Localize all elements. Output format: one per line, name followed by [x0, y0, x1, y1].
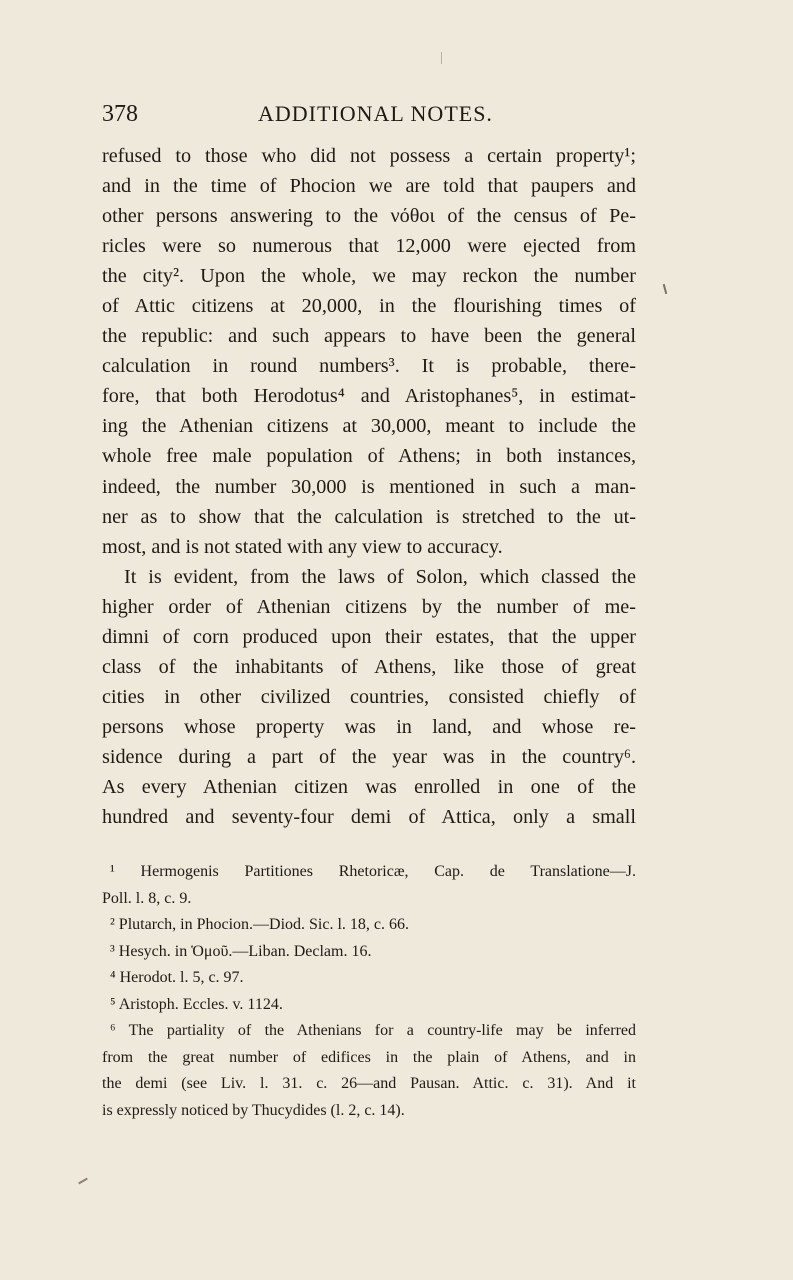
- text-line: ricles were so numerous that 12,000 were ejected from: [102, 235, 636, 258]
- text-line: the city². Upon the whole, we may reckon the number: [102, 265, 636, 288]
- text-line: whole free male population of Athens; in both instances,: [102, 445, 636, 468]
- text-line: calculation in round numbers³. It is probable, there-: [102, 355, 636, 378]
- text-line: It is evident, from the laws of Solon, which classed the: [124, 565, 636, 588]
- footnote-line: ³ Hesych. in Ὁμοῦ.—Liban. Declam. 16.: [110, 942, 372, 960]
- running-head: ADDITIONAL NOTES.: [258, 101, 493, 126]
- margin-mark: [663, 284, 668, 294]
- footnotes: [102, 859, 636, 1124]
- main-text: [102, 141, 636, 832]
- paper-mark: [78, 1178, 88, 1185]
- text-line: of Attic citizens at 20,000, in the flourishing times of: [102, 295, 636, 318]
- footnote-line: ⁵ Aristoph. Eccles. v. 1124.: [110, 995, 283, 1013]
- page-number: 378: [102, 101, 138, 127]
- text-line: persons whose property was in land, and whose re-: [102, 715, 636, 738]
- text-line: refused to those who did not possess a certain property¹;: [102, 145, 636, 167]
- text-line: sidence during a part of the year was in the country⁶.: [102, 745, 636, 768]
- text-line: dimni of corn produced upon their estates, that the upper: [102, 625, 636, 648]
- text-line: most, and is not stated with any view to accuracy.: [102, 535, 503, 558]
- footnote-line: from the great number of edifices in the plain of Athens, and in: [102, 1048, 636, 1066]
- footnote-line: ⁶ The partiality of the Athenians for a country-life may be inferred: [110, 1022, 636, 1039]
- footnote-line: ¹ Hermogenis Partitiones Rhetoricæ, Cap. de Translatione—J.: [110, 863, 636, 880]
- text-line: fore, that both Herodotus⁴ and Aristophanes⁵, in estimat-: [102, 385, 636, 408]
- footnote-line: the demi (see Liv. l. 31. c. 26—and Pausan. Attic. c. 31). And it: [102, 1075, 636, 1092]
- footnote-line: Poll. l. 8, c. 9.: [102, 889, 192, 907]
- text-line: and in the time of Phocion we are told that paupers and: [102, 175, 636, 198]
- text-line: cities in other civilized countries, consisted chiefly of: [102, 685, 636, 708]
- text-line: other persons answering to the νόθοι of the census of Pe-: [102, 205, 636, 228]
- text-line: indeed, the number 30,000 is mentioned in such a man-: [102, 475, 636, 498]
- footnote-line: ⁴ Herodot. l. 5, c. 97.: [110, 969, 244, 986]
- footnote-line: ² Plutarch, in Phocion.—Diod. Sic. l. 18, c. 66.: [110, 916, 409, 933]
- text-line: the republic: and such appears to have been the general: [102, 325, 636, 348]
- text-line: higher order of Athenian citizens by the number of me-: [102, 595, 636, 618]
- paper-mark: [441, 52, 442, 64]
- text-line: hundred and seventy-four demi of Attica, only a small: [102, 806, 636, 829]
- text-line: ing the Athenian citizens at 30,000, meant to include the: [102, 415, 636, 438]
- footnote-line: is expressly noticed by Thucydides (l. 2, c. 14).: [102, 1101, 405, 1119]
- text-line: ner as to show that the calculation is stretched to the ut-: [102, 505, 636, 528]
- text-line: As every Athenian citizen was enrolled in one of the: [102, 775, 636, 798]
- page-header: [102, 96, 642, 132]
- text-line: class of the inhabitants of Athens, like those of great: [102, 655, 636, 678]
